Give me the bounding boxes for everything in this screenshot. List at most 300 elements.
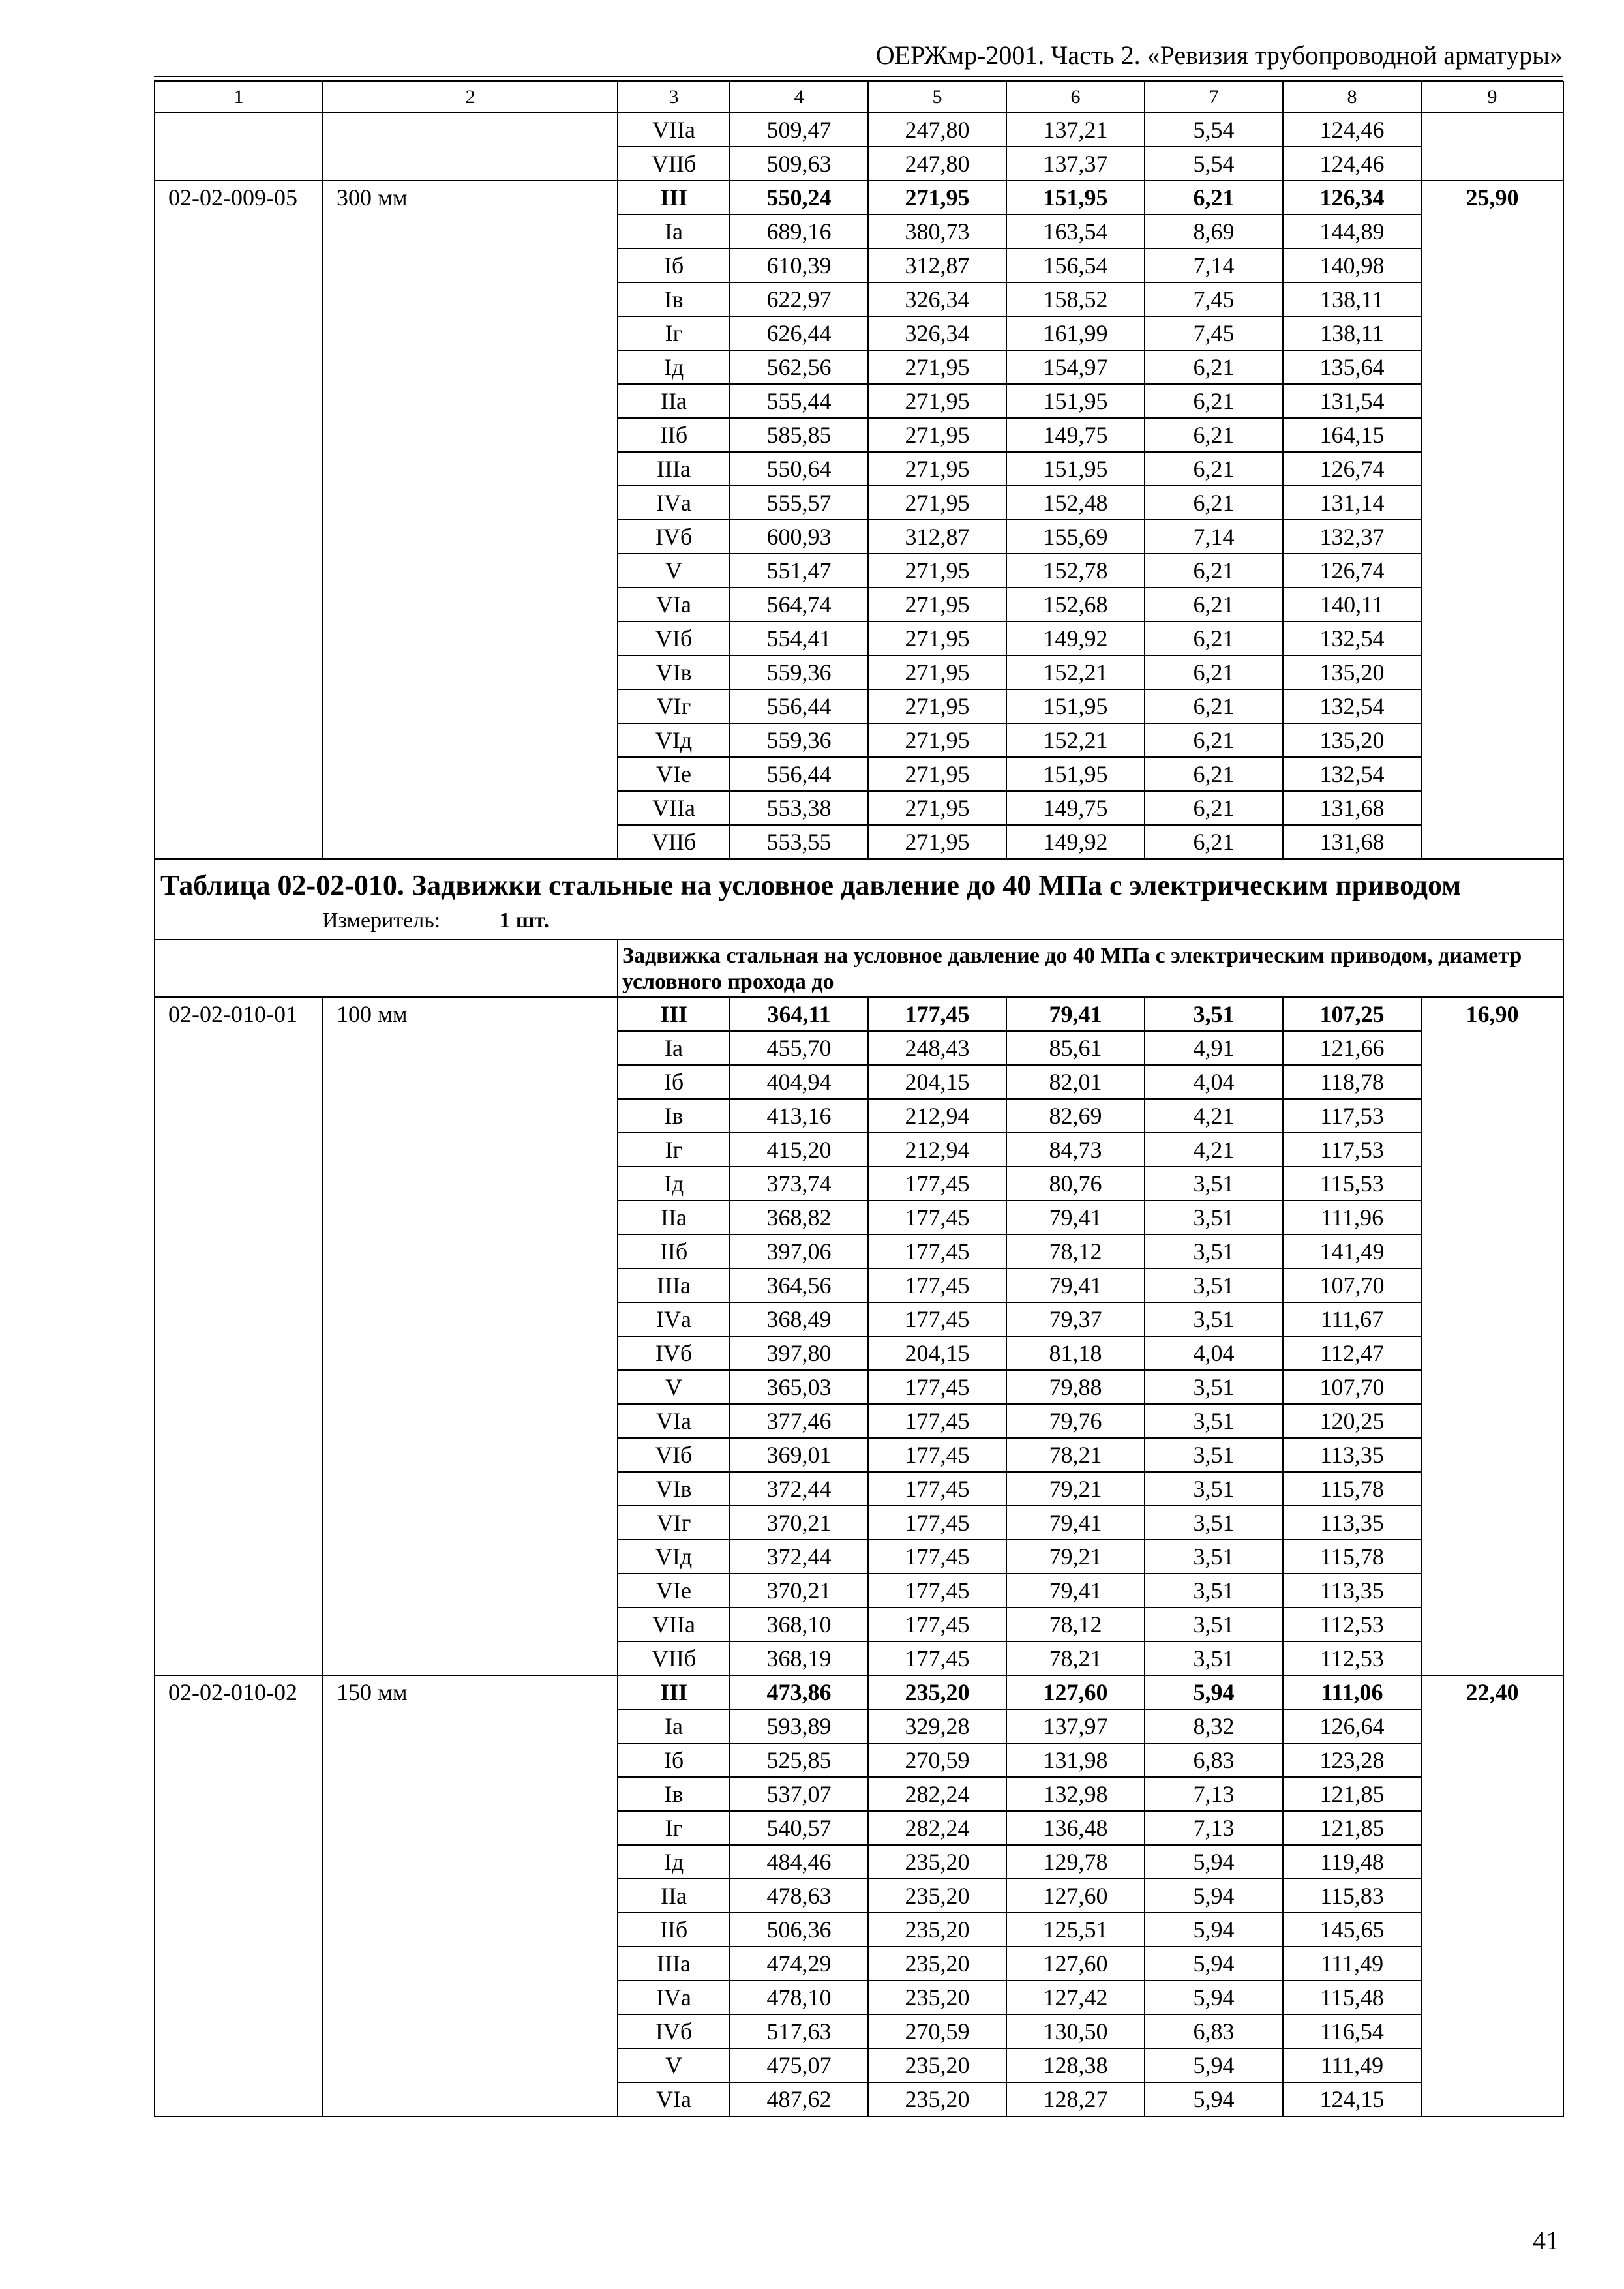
value-cell: 3,51 xyxy=(1145,1167,1283,1201)
value-cell: 127,42 xyxy=(1006,1981,1145,2014)
value-cell: 78,21 xyxy=(1006,1438,1145,1472)
value-cell: 131,68 xyxy=(1283,825,1421,859)
value-cell: 593,89 xyxy=(730,1709,868,1743)
value-cell: 5,94 xyxy=(1145,1879,1283,1913)
region-group-cell: Iв xyxy=(618,1777,730,1811)
value-cell: 4,04 xyxy=(1145,1336,1283,1370)
value-cell: 6,21 xyxy=(1145,418,1283,452)
value-cell: 151,95 xyxy=(1006,689,1145,723)
region-group-cell: VIIб xyxy=(618,147,730,181)
value-cell: 397,06 xyxy=(730,1234,868,1268)
value-cell: 79,37 xyxy=(1006,1302,1145,1336)
value-cell: 80,76 xyxy=(1006,1167,1145,1201)
value-cell: 111,67 xyxy=(1283,1302,1421,1336)
page-number: 41 xyxy=(1533,2226,1559,2255)
value-cell: 559,36 xyxy=(730,723,868,757)
column-number: 1 xyxy=(155,82,323,113)
region-group-cell: Iб xyxy=(618,1743,730,1777)
header-rule xyxy=(154,76,1563,77)
region-group-cell: VIIб xyxy=(618,825,730,859)
value-cell: 152,68 xyxy=(1006,588,1145,621)
value-cell: 365,03 xyxy=(730,1370,868,1404)
value-cell: 158,52 xyxy=(1006,282,1145,316)
value-cell: 326,34 xyxy=(868,316,1006,350)
value-cell: 177,45 xyxy=(868,1404,1006,1438)
value-cell: 137,37 xyxy=(1006,147,1145,181)
value-cell: 271,95 xyxy=(868,554,1006,588)
value-cell: 125,51 xyxy=(1006,1913,1145,1947)
value-cell: 370,21 xyxy=(730,1574,868,1608)
value-cell: 312,87 xyxy=(868,520,1006,554)
value-cell: 6,21 xyxy=(1145,621,1283,655)
value-cell: 248,43 xyxy=(868,1031,1006,1065)
region-group-cell: V xyxy=(618,2048,730,2082)
region-group-cell: Iа xyxy=(618,1031,730,1065)
value-cell: 79,41 xyxy=(1006,1268,1145,1302)
resource-norms-table xyxy=(154,81,1564,2117)
value-cell: 123,28 xyxy=(1283,1743,1421,1777)
value-cell: 473,86 xyxy=(730,1675,868,1709)
running-header: ОЕРЖмр-2001. Часть 2. «Ревизия трубопроводной арматуры» xyxy=(875,40,1563,70)
region-group-cell: III xyxy=(618,1675,730,1709)
value-cell: 151,95 xyxy=(1006,452,1145,486)
value-cell: 152,21 xyxy=(1006,723,1145,757)
value-cell: 487,62 xyxy=(730,2082,868,2116)
value-cell: 140,11 xyxy=(1283,588,1421,621)
value-cell: 135,20 xyxy=(1283,655,1421,689)
value-cell: 372,44 xyxy=(730,1472,868,1506)
norm-code-cell: 02-02-009-05 xyxy=(155,181,323,859)
value-cell: 177,45 xyxy=(868,1234,1006,1268)
region-group-cell: IVб xyxy=(618,520,730,554)
diameter-cell: 150 мм xyxy=(323,1675,618,2116)
table-title-row xyxy=(155,859,1563,940)
region-group-cell: VIIб xyxy=(618,1641,730,1675)
value-cell: 111,96 xyxy=(1283,1201,1421,1234)
value-cell: 368,19 xyxy=(730,1641,868,1675)
value-cell: 177,45 xyxy=(868,1201,1006,1234)
value-cell: 5,94 xyxy=(1145,1981,1283,2014)
value-cell: 79,88 xyxy=(1006,1370,1145,1404)
value-cell: 177,45 xyxy=(868,1302,1006,1336)
region-group-cell: VIд xyxy=(618,723,730,757)
value-cell: 82,69 xyxy=(1006,1099,1145,1133)
column-number: 4 xyxy=(730,82,868,113)
value-cell: 129,78 xyxy=(1006,1845,1145,1879)
value-cell: 151,95 xyxy=(1006,181,1145,215)
column-number: 2 xyxy=(323,82,618,113)
column-number: 6 xyxy=(1006,82,1145,113)
table-row xyxy=(155,181,1563,215)
value-cell: 151,95 xyxy=(1006,757,1145,791)
value-cell: 149,75 xyxy=(1006,418,1145,452)
value-cell: 271,95 xyxy=(868,825,1006,859)
value-cell: 163,54 xyxy=(1006,215,1145,248)
value-cell: 369,01 xyxy=(730,1438,868,1472)
value-cell: 120,25 xyxy=(1283,1404,1421,1438)
region-group-cell: Iв xyxy=(618,282,730,316)
region-group-cell: Iв xyxy=(618,1099,730,1133)
value-cell: 113,35 xyxy=(1283,1574,1421,1608)
measure-value: 1 шт. xyxy=(499,908,550,933)
value-cell: 149,92 xyxy=(1006,621,1145,655)
value-cell: 3,51 xyxy=(1145,1302,1283,1336)
region-group-cell: VIе xyxy=(618,1574,730,1608)
value-cell: 6,21 xyxy=(1145,689,1283,723)
column-number: 9 xyxy=(1421,82,1563,113)
table-row xyxy=(155,113,1563,147)
value-cell: 413,16 xyxy=(730,1099,868,1133)
value-cell: 8,32 xyxy=(1145,1709,1283,1743)
value-cell: 562,56 xyxy=(730,350,868,384)
value-cell: 155,69 xyxy=(1006,520,1145,554)
value-cell: 5,94 xyxy=(1145,1947,1283,1981)
diameter-cell: 100 мм xyxy=(323,997,618,1675)
column-number: 8 xyxy=(1283,82,1421,113)
value-cell: 177,45 xyxy=(868,1370,1006,1404)
value-cell: 149,92 xyxy=(1006,825,1145,859)
value-cell: 107,25 xyxy=(1283,997,1421,1031)
measure-line xyxy=(160,906,1557,935)
region-group-cell: IVа xyxy=(618,1981,730,2014)
norm-code-cell: 02-02-010-02 xyxy=(155,1675,323,2116)
value-cell: 271,95 xyxy=(868,655,1006,689)
value-cell: 137,97 xyxy=(1006,1709,1145,1743)
value-cell: 271,95 xyxy=(868,181,1006,215)
value-cell: 553,55 xyxy=(730,825,868,859)
region-group-cell: Iд xyxy=(618,1167,730,1201)
value-cell: 124,15 xyxy=(1283,2082,1421,2116)
value-cell: 556,44 xyxy=(730,689,868,723)
norm-code-cell: 02-02-010-01 xyxy=(155,997,323,1675)
value-cell: 235,20 xyxy=(868,2082,1006,2116)
value-cell: 6,83 xyxy=(1145,2014,1283,2048)
value-cell: 132,37 xyxy=(1283,520,1421,554)
value-cell: 7,45 xyxy=(1145,282,1283,316)
value-cell: 247,80 xyxy=(868,113,1006,147)
value-cell: 7,14 xyxy=(1145,248,1283,282)
value-cell: 115,83 xyxy=(1283,1879,1421,1913)
value-cell: 78,21 xyxy=(1006,1641,1145,1675)
value-cell: 138,11 xyxy=(1283,282,1421,316)
value-cell: 3,51 xyxy=(1145,1201,1283,1234)
value-cell: 553,38 xyxy=(730,791,868,825)
value-cell: 112,53 xyxy=(1283,1608,1421,1641)
value-cell: 6,21 xyxy=(1145,554,1283,588)
value-cell: 478,63 xyxy=(730,1879,868,1913)
table-subtitle: Задвижка стальная на условное давление до 40 МПа с электрическим приводом, диаметр условного прохода до xyxy=(618,940,1563,997)
value-cell: 112,53 xyxy=(1283,1641,1421,1675)
value-cell: 312,87 xyxy=(868,248,1006,282)
value-cell: 3,51 xyxy=(1145,1472,1283,1506)
value-cell: 126,74 xyxy=(1283,554,1421,588)
column-number: 3 xyxy=(618,82,730,113)
value-cell: 152,21 xyxy=(1006,655,1145,689)
value-cell: 79,41 xyxy=(1006,1201,1145,1234)
value-cell: 132,54 xyxy=(1283,689,1421,723)
value-cell: 79,21 xyxy=(1006,1472,1145,1506)
value-cell: 152,78 xyxy=(1006,554,1145,588)
value-cell: 368,49 xyxy=(730,1302,868,1336)
value-cell: 7,45 xyxy=(1145,316,1283,350)
value-cell: 79,41 xyxy=(1006,1574,1145,1608)
value-cell: 540,57 xyxy=(730,1811,868,1845)
region-group-cell: IVб xyxy=(618,2014,730,2048)
value-cell: 136,48 xyxy=(1006,1811,1145,1845)
value-cell: 5,94 xyxy=(1145,1675,1283,1709)
value-cell: 555,57 xyxy=(730,486,868,520)
value-cell: 271,95 xyxy=(868,757,1006,791)
size-cell-empty xyxy=(323,113,618,181)
region-group-cell: VIа xyxy=(618,2082,730,2116)
value-cell: 270,59 xyxy=(868,2014,1006,2048)
value-cell: 127,60 xyxy=(1006,1879,1145,1913)
value-cell: 455,70 xyxy=(730,1031,868,1065)
value-cell: 127,60 xyxy=(1006,1947,1145,1981)
value-cell: 6,21 xyxy=(1145,181,1283,215)
region-group-cell: IVа xyxy=(618,1302,730,1336)
value-cell: 78,12 xyxy=(1006,1234,1145,1268)
value-cell: 151,95 xyxy=(1006,384,1145,418)
value-cell: 7,13 xyxy=(1145,1811,1283,1845)
value-cell: 121,66 xyxy=(1283,1031,1421,1065)
value-cell: 3,51 xyxy=(1145,1404,1283,1438)
region-group-cell: VIб xyxy=(618,1438,730,1472)
value-cell: 484,46 xyxy=(730,1845,868,1879)
value-cell: 235,20 xyxy=(868,1879,1006,1913)
value-cell: 372,44 xyxy=(730,1540,868,1574)
value-cell: 475,07 xyxy=(730,2048,868,2082)
region-group-cell: Iд xyxy=(618,350,730,384)
value-cell: 152,48 xyxy=(1006,486,1145,520)
col9-value-cell: 16,90 xyxy=(1421,997,1563,1675)
region-group-cell: VIе xyxy=(618,757,730,791)
region-group-cell: Iг xyxy=(618,316,730,350)
region-group-cell: IIб xyxy=(618,1913,730,1947)
value-cell: 177,45 xyxy=(868,1438,1006,1472)
region-group-cell: VIг xyxy=(618,1506,730,1540)
code-cell-empty xyxy=(155,113,323,181)
value-cell: 177,45 xyxy=(868,1641,1006,1675)
value-cell: 5,94 xyxy=(1145,2082,1283,2116)
value-cell: 3,51 xyxy=(1145,1608,1283,1641)
value-cell: 130,50 xyxy=(1006,2014,1145,2048)
col9-value-cell: 25,90 xyxy=(1421,181,1563,859)
value-cell: 509,47 xyxy=(730,113,868,147)
value-cell: 271,95 xyxy=(868,452,1006,486)
value-cell: 121,85 xyxy=(1283,1811,1421,1845)
value-cell: 3,51 xyxy=(1145,1438,1283,1472)
value-cell: 119,48 xyxy=(1283,1845,1421,1879)
value-cell: 377,46 xyxy=(730,1404,868,1438)
value-cell: 4,21 xyxy=(1145,1133,1283,1167)
value-cell: 177,45 xyxy=(868,1472,1006,1506)
table-row xyxy=(155,997,1563,1031)
value-cell: 517,63 xyxy=(730,2014,868,2048)
value-cell: 177,45 xyxy=(868,1608,1006,1641)
value-cell: 126,64 xyxy=(1283,1709,1421,1743)
region-group-cell: III xyxy=(618,181,730,215)
region-group-cell: V xyxy=(618,554,730,588)
value-cell: 5,94 xyxy=(1145,1913,1283,1947)
col9-value-cell: 22,40 xyxy=(1421,1675,1563,2116)
value-cell: 235,20 xyxy=(868,1675,1006,1709)
value-cell: 271,95 xyxy=(868,350,1006,384)
region-group-cell: VIб xyxy=(618,621,730,655)
region-group-cell: Iб xyxy=(618,1065,730,1099)
value-cell: 3,51 xyxy=(1145,997,1283,1031)
value-cell: 117,53 xyxy=(1283,1099,1421,1133)
value-cell: 271,95 xyxy=(868,621,1006,655)
value-cell: 6,21 xyxy=(1145,452,1283,486)
value-cell: 364,56 xyxy=(730,1268,868,1302)
value-cell: 555,44 xyxy=(730,384,868,418)
value-cell: 149,75 xyxy=(1006,791,1145,825)
value-cell: 271,95 xyxy=(868,418,1006,452)
value-cell: 506,36 xyxy=(730,1913,868,1947)
value-cell: 585,85 xyxy=(730,418,868,452)
value-cell: 282,24 xyxy=(868,1811,1006,1845)
value-cell: 397,80 xyxy=(730,1336,868,1370)
value-cell: 82,01 xyxy=(1006,1065,1145,1099)
value-cell: 6,21 xyxy=(1145,791,1283,825)
value-cell: 111,06 xyxy=(1283,1675,1421,1709)
value-cell: 115,78 xyxy=(1283,1540,1421,1574)
value-cell: 117,53 xyxy=(1283,1133,1421,1167)
value-cell: 6,21 xyxy=(1145,825,1283,859)
value-cell: 537,07 xyxy=(730,1777,868,1811)
region-group-cell: Iа xyxy=(618,215,730,248)
value-cell: 113,35 xyxy=(1283,1438,1421,1472)
value-cell: 380,73 xyxy=(868,215,1006,248)
value-cell: 177,45 xyxy=(868,1268,1006,1302)
value-cell: 4,04 xyxy=(1145,1065,1283,1099)
value-cell: 126,74 xyxy=(1283,452,1421,486)
value-cell: 204,15 xyxy=(868,1336,1006,1370)
value-cell: 235,20 xyxy=(868,1947,1006,1981)
region-group-cell: IVа xyxy=(618,486,730,520)
value-cell: 84,73 xyxy=(1006,1133,1145,1167)
value-cell: 6,21 xyxy=(1145,723,1283,757)
value-cell: 111,49 xyxy=(1283,1947,1421,1981)
value-cell: 115,48 xyxy=(1283,1981,1421,2014)
value-cell: 271,95 xyxy=(868,588,1006,621)
value-cell: 140,98 xyxy=(1283,248,1421,282)
region-group-cell: VIв xyxy=(618,1472,730,1506)
region-group-cell: IIа xyxy=(618,384,730,418)
value-cell: 132,54 xyxy=(1283,757,1421,791)
value-cell: 144,89 xyxy=(1283,215,1421,248)
value-cell: 559,36 xyxy=(730,655,868,689)
value-cell: 370,21 xyxy=(730,1506,868,1540)
value-cell: 131,68 xyxy=(1283,791,1421,825)
value-cell: 3,51 xyxy=(1145,1641,1283,1675)
value-cell: 564,74 xyxy=(730,588,868,621)
region-group-cell: IIа xyxy=(618,1201,730,1234)
diameter-cell: 300 мм xyxy=(323,181,618,859)
region-group-cell: Iд xyxy=(618,1845,730,1879)
value-cell: 610,39 xyxy=(730,248,868,282)
value-cell: 235,20 xyxy=(868,2048,1006,2082)
value-cell: 554,41 xyxy=(730,621,868,655)
value-cell: 132,98 xyxy=(1006,1777,1145,1811)
value-cell: 7,14 xyxy=(1145,520,1283,554)
region-group-cell: III xyxy=(618,997,730,1031)
value-cell: 164,15 xyxy=(1283,418,1421,452)
value-cell: 177,45 xyxy=(868,997,1006,1031)
region-group-cell: IIб xyxy=(618,418,730,452)
value-cell: 79,41 xyxy=(1006,1506,1145,1540)
value-cell: 373,74 xyxy=(730,1167,868,1201)
value-cell: 177,45 xyxy=(868,1540,1006,1574)
value-cell: 131,14 xyxy=(1283,486,1421,520)
value-cell: 131,54 xyxy=(1283,384,1421,418)
value-cell: 271,95 xyxy=(868,689,1006,723)
value-cell: 6,21 xyxy=(1145,350,1283,384)
value-cell: 128,27 xyxy=(1006,2082,1145,2116)
value-cell: 600,93 xyxy=(730,520,868,554)
value-cell: 6,21 xyxy=(1145,655,1283,689)
table-title: Таблица 02-02-010. Задвижки стальные на условное давление до 40 МПа с электрическим приводом xyxy=(160,869,1462,901)
region-group-cell: VIг xyxy=(618,689,730,723)
value-cell: 177,45 xyxy=(868,1167,1006,1201)
value-cell: 121,85 xyxy=(1283,1777,1421,1811)
region-group-cell: VIIа xyxy=(618,1608,730,1641)
value-cell: 4,21 xyxy=(1145,1099,1283,1133)
region-group-cell: IIа xyxy=(618,1879,730,1913)
value-cell: 622,97 xyxy=(730,282,868,316)
value-cell: 118,78 xyxy=(1283,1065,1421,1099)
value-cell: 138,11 xyxy=(1283,316,1421,350)
value-cell: 132,54 xyxy=(1283,621,1421,655)
region-group-cell: Iб xyxy=(618,248,730,282)
value-cell: 326,34 xyxy=(868,282,1006,316)
value-cell: 271,95 xyxy=(868,791,1006,825)
value-cell: 368,82 xyxy=(730,1201,868,1234)
value-cell: 127,60 xyxy=(1006,1675,1145,1709)
value-cell: 131,98 xyxy=(1006,1743,1145,1777)
value-cell: 5,94 xyxy=(1145,1845,1283,1879)
region-group-cell: VIIа xyxy=(618,791,730,825)
value-cell: 556,44 xyxy=(730,757,868,791)
value-cell: 550,24 xyxy=(730,181,868,215)
value-cell: 79,21 xyxy=(1006,1540,1145,1574)
value-cell: 177,45 xyxy=(868,1574,1006,1608)
value-cell: 689,16 xyxy=(730,215,868,248)
value-cell: 115,78 xyxy=(1283,1472,1421,1506)
value-cell: 141,49 xyxy=(1283,1234,1421,1268)
value-cell: 6,83 xyxy=(1145,1743,1283,1777)
value-cell: 113,35 xyxy=(1283,1506,1421,1540)
value-cell: 364,11 xyxy=(730,997,868,1031)
value-cell: 235,20 xyxy=(868,1845,1006,1879)
column-number: 5 xyxy=(868,82,1006,113)
value-cell: 5,94 xyxy=(1145,2048,1283,2082)
value-cell: 3,51 xyxy=(1145,1268,1283,1302)
value-cell: 6,21 xyxy=(1145,757,1283,791)
value-cell: 271,95 xyxy=(868,486,1006,520)
value-cell: 7,13 xyxy=(1145,1777,1283,1811)
region-group-cell: VIа xyxy=(618,588,730,621)
value-cell: 212,94 xyxy=(868,1133,1006,1167)
table-row xyxy=(155,1675,1563,1709)
value-cell: 204,15 xyxy=(868,1065,1006,1099)
region-group-cell: IIIа xyxy=(618,1947,730,1981)
region-group-cell: IIIа xyxy=(618,1268,730,1302)
value-cell: 271,95 xyxy=(868,723,1006,757)
value-cell: 135,20 xyxy=(1283,723,1421,757)
region-group-cell: IIIа xyxy=(618,452,730,486)
